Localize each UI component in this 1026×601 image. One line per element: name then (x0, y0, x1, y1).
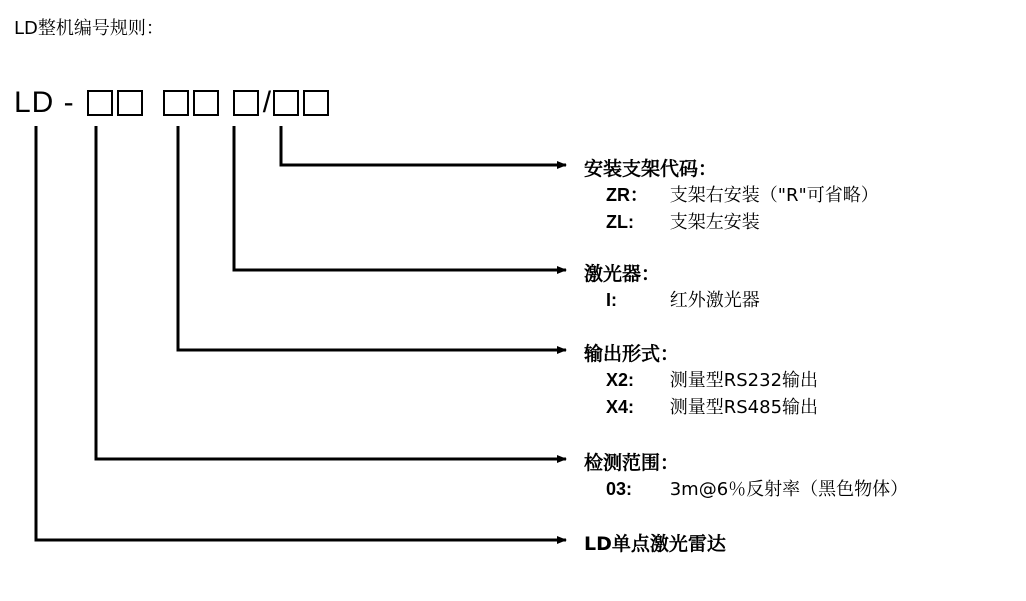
section-header: 输出形式： (584, 343, 680, 365)
item-value: 测量型RS485输出 (669, 396, 819, 418)
section-item (584, 287, 760, 314)
code-prefix: LD - (14, 86, 75, 119)
section-laser (584, 263, 760, 314)
page-title: LD整机编号规则： (14, 18, 164, 39)
section-range (584, 452, 908, 503)
section-item (584, 476, 908, 503)
section-item (584, 209, 879, 236)
item-value: 3m@6％反射率（黑色物体） (669, 478, 909, 500)
section-item (584, 394, 818, 421)
item-value: 支架右安装（"R"可省略） (669, 184, 879, 206)
item-value: 支架左安装 (669, 211, 760, 233)
section-output (584, 343, 818, 421)
section-bracket (584, 158, 879, 236)
item-value: 红外激光器 (669, 289, 760, 311)
section-header: 激光器： (584, 263, 661, 285)
item-key: ZR： (606, 184, 648, 205)
item-key: I: (606, 289, 617, 310)
item-value: 测量型RS232输出 (669, 369, 819, 391)
section-header: 检测范围： (584, 452, 680, 474)
code-separator: / (262, 86, 272, 119)
section-item (584, 367, 818, 394)
section-item (584, 182, 879, 209)
item-key: X4: (606, 396, 635, 417)
section-header: 安装支架代码： (584, 158, 718, 180)
item-key: X2: (606, 369, 635, 390)
item-key: 03: (606, 478, 633, 499)
product-label: LD单点激光雷达 (584, 533, 726, 555)
item-key: ZL: (606, 211, 634, 232)
